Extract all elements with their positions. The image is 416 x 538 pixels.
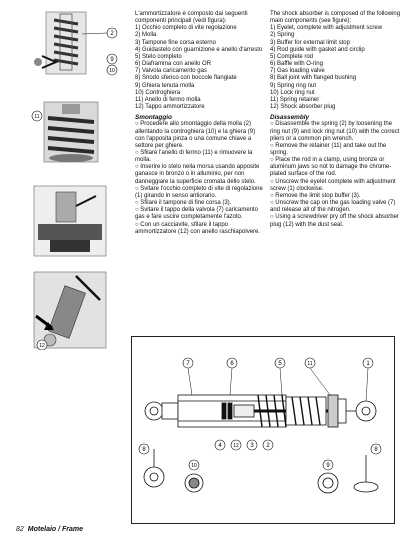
english-step-5: ○ Remove the limit stop buffer (3). — [270, 193, 402, 200]
english-intro: The shock absorber is composed of the following main components (see figure): — [270, 11, 401, 25]
english-part-10: 10) Lock ring nut — [270, 89, 315, 96]
italian-part-3: 3) Tampone fine corsa esterno — [135, 39, 216, 46]
callout-9: 9 — [110, 57, 114, 63]
english-step-1: ○ Disassemble the spring (2) by loosening the ring nut (9) and lock ring nut (10) with the correct pliers or a common pin wrench. — [270, 121, 402, 142]
shock-absorber-diagram — [131, 336, 395, 524]
italian-part-9: 9) Ghiera tenuta molla — [135, 82, 195, 89]
callout-10: 10 — [191, 463, 197, 469]
english-step-4: ○ Unscrew the eyelet complete with adjustment screw (1) clockwise. — [270, 179, 402, 193]
exploded-parts — [144, 449, 378, 493]
italian-part-7: 7) Valvola caricamento gas — [135, 68, 207, 75]
page-number: 82 — [16, 526, 24, 533]
italian-step-3: ○ Inserire lo stelo nella morsa usando apposite ganasce in bronzo o in alluminio, per non danneggiare la superficie cromata dello stelo. — [135, 164, 263, 185]
english-step-6: ○ Unscrew the cap on the gas loading valve (7) and release all of the nitrogen. — [270, 200, 402, 214]
italian-part-4: 4) Guidastelo con guarnizione e anello d'arresto — [135, 46, 263, 53]
disassembly-photos — [26, 10, 120, 350]
callout-7: 7 — [186, 361, 190, 367]
callout-11: 11 — [34, 114, 40, 120]
english-part-11: 11) Spring retainer — [270, 96, 320, 103]
italian-part-12: 12) Tappo ammortizzatore — [135, 104, 205, 111]
callout-10: 10 — [109, 68, 115, 74]
english-part-3: 3) Buffer for external limit stop — [270, 39, 350, 46]
italian-step-1: ○ Procedere allo smontaggio della molla (2) allentando la controghiera (10) e la ghiera (9) con l'apposita pinza o una comune chiave a settore per ghiere. — [135, 121, 263, 150]
callout-2: 2 — [266, 443, 270, 449]
callout-11: 11 — [307, 361, 313, 367]
callout-12: 12 — [233, 443, 239, 449]
photo-plug-removal — [34, 272, 106, 348]
english-step-3: ○ Place the rod in a clamp, using bronze or aluminum jaws so not to damage the chrome-plated surface of the rod. — [270, 157, 402, 178]
callout-8-right: 8 — [374, 447, 378, 453]
english-heading: Disassembly — [270, 114, 310, 122]
italian-part-8: 8) Snodo sferico con boccole flangiate — [135, 75, 237, 82]
photo-spring-removal — [34, 12, 86, 74]
callout-5: 5 — [278, 361, 282, 367]
english-part-12: 12) Shock absorber plug — [270, 104, 336, 111]
italian-intro: L'ammortizzatore è composto dai seguenti componenti principali (vedi figura): — [135, 11, 248, 25]
english-step-7: ○ Using a screwdriver pry off the shock absorber plug (12) with the dust seal. — [270, 214, 402, 228]
photo-spring-retainer — [44, 102, 98, 162]
callout-8-left: 8 — [142, 447, 146, 453]
italian-step-2: ○ Sfilare l'anello di fermo (11) e rimuovere la molla. — [135, 150, 263, 164]
callout-6: 6 — [230, 361, 234, 367]
callout-12: 12 — [39, 343, 45, 349]
english-step-2: ○ Remove the retainer (11) and take out the spring. — [270, 143, 402, 157]
callout-4: 4 — [218, 443, 222, 449]
english-column — [270, 11, 402, 229]
italian-heading: Smontaggio — [135, 114, 172, 122]
italian-step-5: ○ Sfilare il tampone di fine corsa (3). — [135, 200, 263, 207]
photo-rod-in-clamp — [34, 186, 106, 256]
italian-part-10: 10) Controghiera — [135, 89, 181, 96]
page-footer — [16, 526, 83, 533]
italian-step-7: ○ Con un cacciavite, sfilare il tappo ammortizzatore (12) con anello raschiapolvere. — [135, 222, 263, 236]
italian-part-1: 1) Occhio completo di vite regolazione — [135, 25, 237, 32]
callout-9: 9 — [326, 463, 330, 469]
italian-part-5: 5) Stelo completo — [135, 53, 182, 60]
italian-step-4: ○ Svitare l'occhio completo di vite di regolazione (1) girando in senso antiorario. — [135, 186, 263, 200]
english-part-7: 7) Gas loading valve — [270, 68, 325, 75]
italian-step-6: ○ Svitare il tappo della valvola (7) caricamento gas e fare uscire completamente l'azoto. — [135, 207, 263, 221]
english-part-2: 2) Spring — [270, 32, 295, 39]
english-part-8: 8) Ball joint with flanged bushing — [270, 75, 357, 82]
english-part-9: 9) Spring ring nut — [270, 82, 317, 89]
assembly-drawing — [145, 395, 376, 427]
callout-3: 3 — [250, 443, 254, 449]
english-part-5: 5) Complete rod — [270, 53, 314, 60]
italian-part-11: 11) Anello di fermo molla — [135, 96, 201, 103]
english-part-6: 6) Baffle with O-ring — [270, 61, 323, 68]
english-part-4: 4) Rod guide with gasket and circlip — [270, 46, 365, 53]
english-part-1: 1) Eyelet, complete with adjustment screw — [270, 25, 383, 32]
italian-column — [135, 11, 263, 236]
callout-2: 2 — [110, 31, 114, 37]
callout-1: 1 — [366, 361, 370, 367]
italian-part-2: 2) Molla — [135, 32, 157, 39]
footer-title: Motelaio / Frame — [27, 526, 84, 533]
italian-part-6: 6) Diaframma con anello OR — [135, 61, 212, 68]
